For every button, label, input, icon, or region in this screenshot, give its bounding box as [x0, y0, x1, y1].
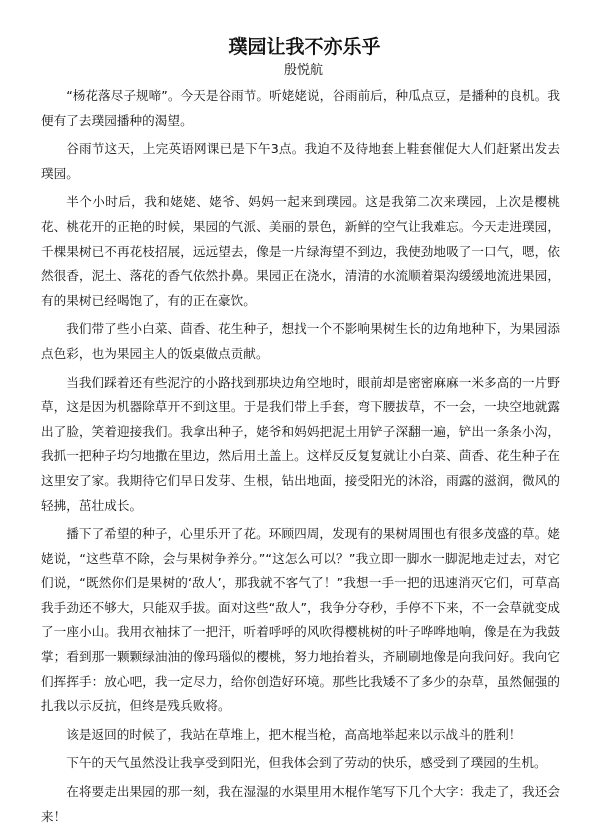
document-title: 璞园让我不亦乐乎	[228, 36, 381, 58]
author-name: 殷悦航	[283, 63, 323, 78]
document-body	[41, 84, 560, 829]
paragraph-4: 我们带了些小白菜、茴香、花生种子，想找一个不影响果树生长的边角地种下，为果园添点色彩，也为果园主人的饭桌做点贡献。	[41, 321, 560, 361]
paragraph-6: 播下了希望的种子，心里乐开了花。环顾四周，发现有的果树周围也有很多茂盛的草。姥姥说，“这些草不除，会与果树争养分。”“这怎么可以？”我立即一脚水一脚泥地走过去，对它们说，“既然你们是果树的‘敌人’，那我就不客气了！”我想一手一把的迅速消灭它们，可草高我手劲还不够大，只能双手拔。面对这些“敌人”，我争分夺秒，手停不下来，不一会草就变成了一座小山。我用衣袖抹了一把汗，听着呼呼的风吹得樱桃树的叶子哗哗地响，像是在为我鼓掌；看到那一颗颗绿油油的像玛瑙似的樱桃，努力地抬着头，齐刷刷地像是向我问好。我向它们挥挥手：放心吧，我一定尽力，给你创造好环境。那些比我矮不了多少的杂草，虽然倔强的扎我以示反抗，但终是残兵败将。	[41, 526, 560, 714]
paragraph-8: 下午的天气虽然没让我享受到阳光，但我体会到了劳动的快乐，感受到了璞园的生机。	[66, 755, 547, 771]
paragraph-3: 半个小时后，我和姥姥、姥爷、妈妈一起来到璞园。这是我第二次来璞园，上次是樱桃花、桃花开的正艳的时候，果园的气派、美丽的景色，新鲜的空气让我难忘。今天走进璞园，千棵果树已不再花枝招展，远远望去，像是一片绿海望不到边，我使劲地吸了一口气，嗯，依然很香，泥土、落花的香气依然扑鼻。果园正在浇水，清清的水流顺着渠沟缓缓地流进果园，有的果树已经喝饱了，有的正在豪饮。	[41, 194, 560, 308]
paragraph-1: “杨花落尽子规啼”。今天是谷雨节。听姥姥说，谷雨前后，种瓜点豆，是播种的良机。我便有了去璞园播种的渴望。	[41, 88, 560, 128]
paragraph-7: 该是返回的时候了，我站在草堆上，把木棍当枪，高高地举起来以示战斗的胜利！	[66, 726, 522, 742]
paragraph-2: 谷雨节这天，上完英语网课已是下午3点。我迫不及待地套上鞋套催促大人们赶紧出发去璞园。	[41, 141, 560, 181]
paragraph-9: 在将要走出果园的那一刻，我在湿湿的水渠里用木棍作笔写下几个大字：我走了，我还会来！	[41, 784, 560, 824]
paragraph-5: 当我们踩着还有些泥泞的小路找到那块边角空地时，眼前却是密密麻麻一米多高的一片野草，这是因为机器除草开不到这里。于是我们带上手套，弯下腰拔草，不一会，一块空地就露出了脸，笑着迎接我们。我拿出种子，姥爷和妈妈把泥土用铲子深翻一遍，铲出一条条小沟，我抓一把种子均匀地撒在里边，然后用土盖上。这样反反复复就让小白菜、茴香、花生种子在这里安了家。我期待它们早日发芽、生根，钻出地面，接受阳光的沐浴，雨露的滋润，微风的轻拂，茁壮成长。	[41, 374, 560, 513]
